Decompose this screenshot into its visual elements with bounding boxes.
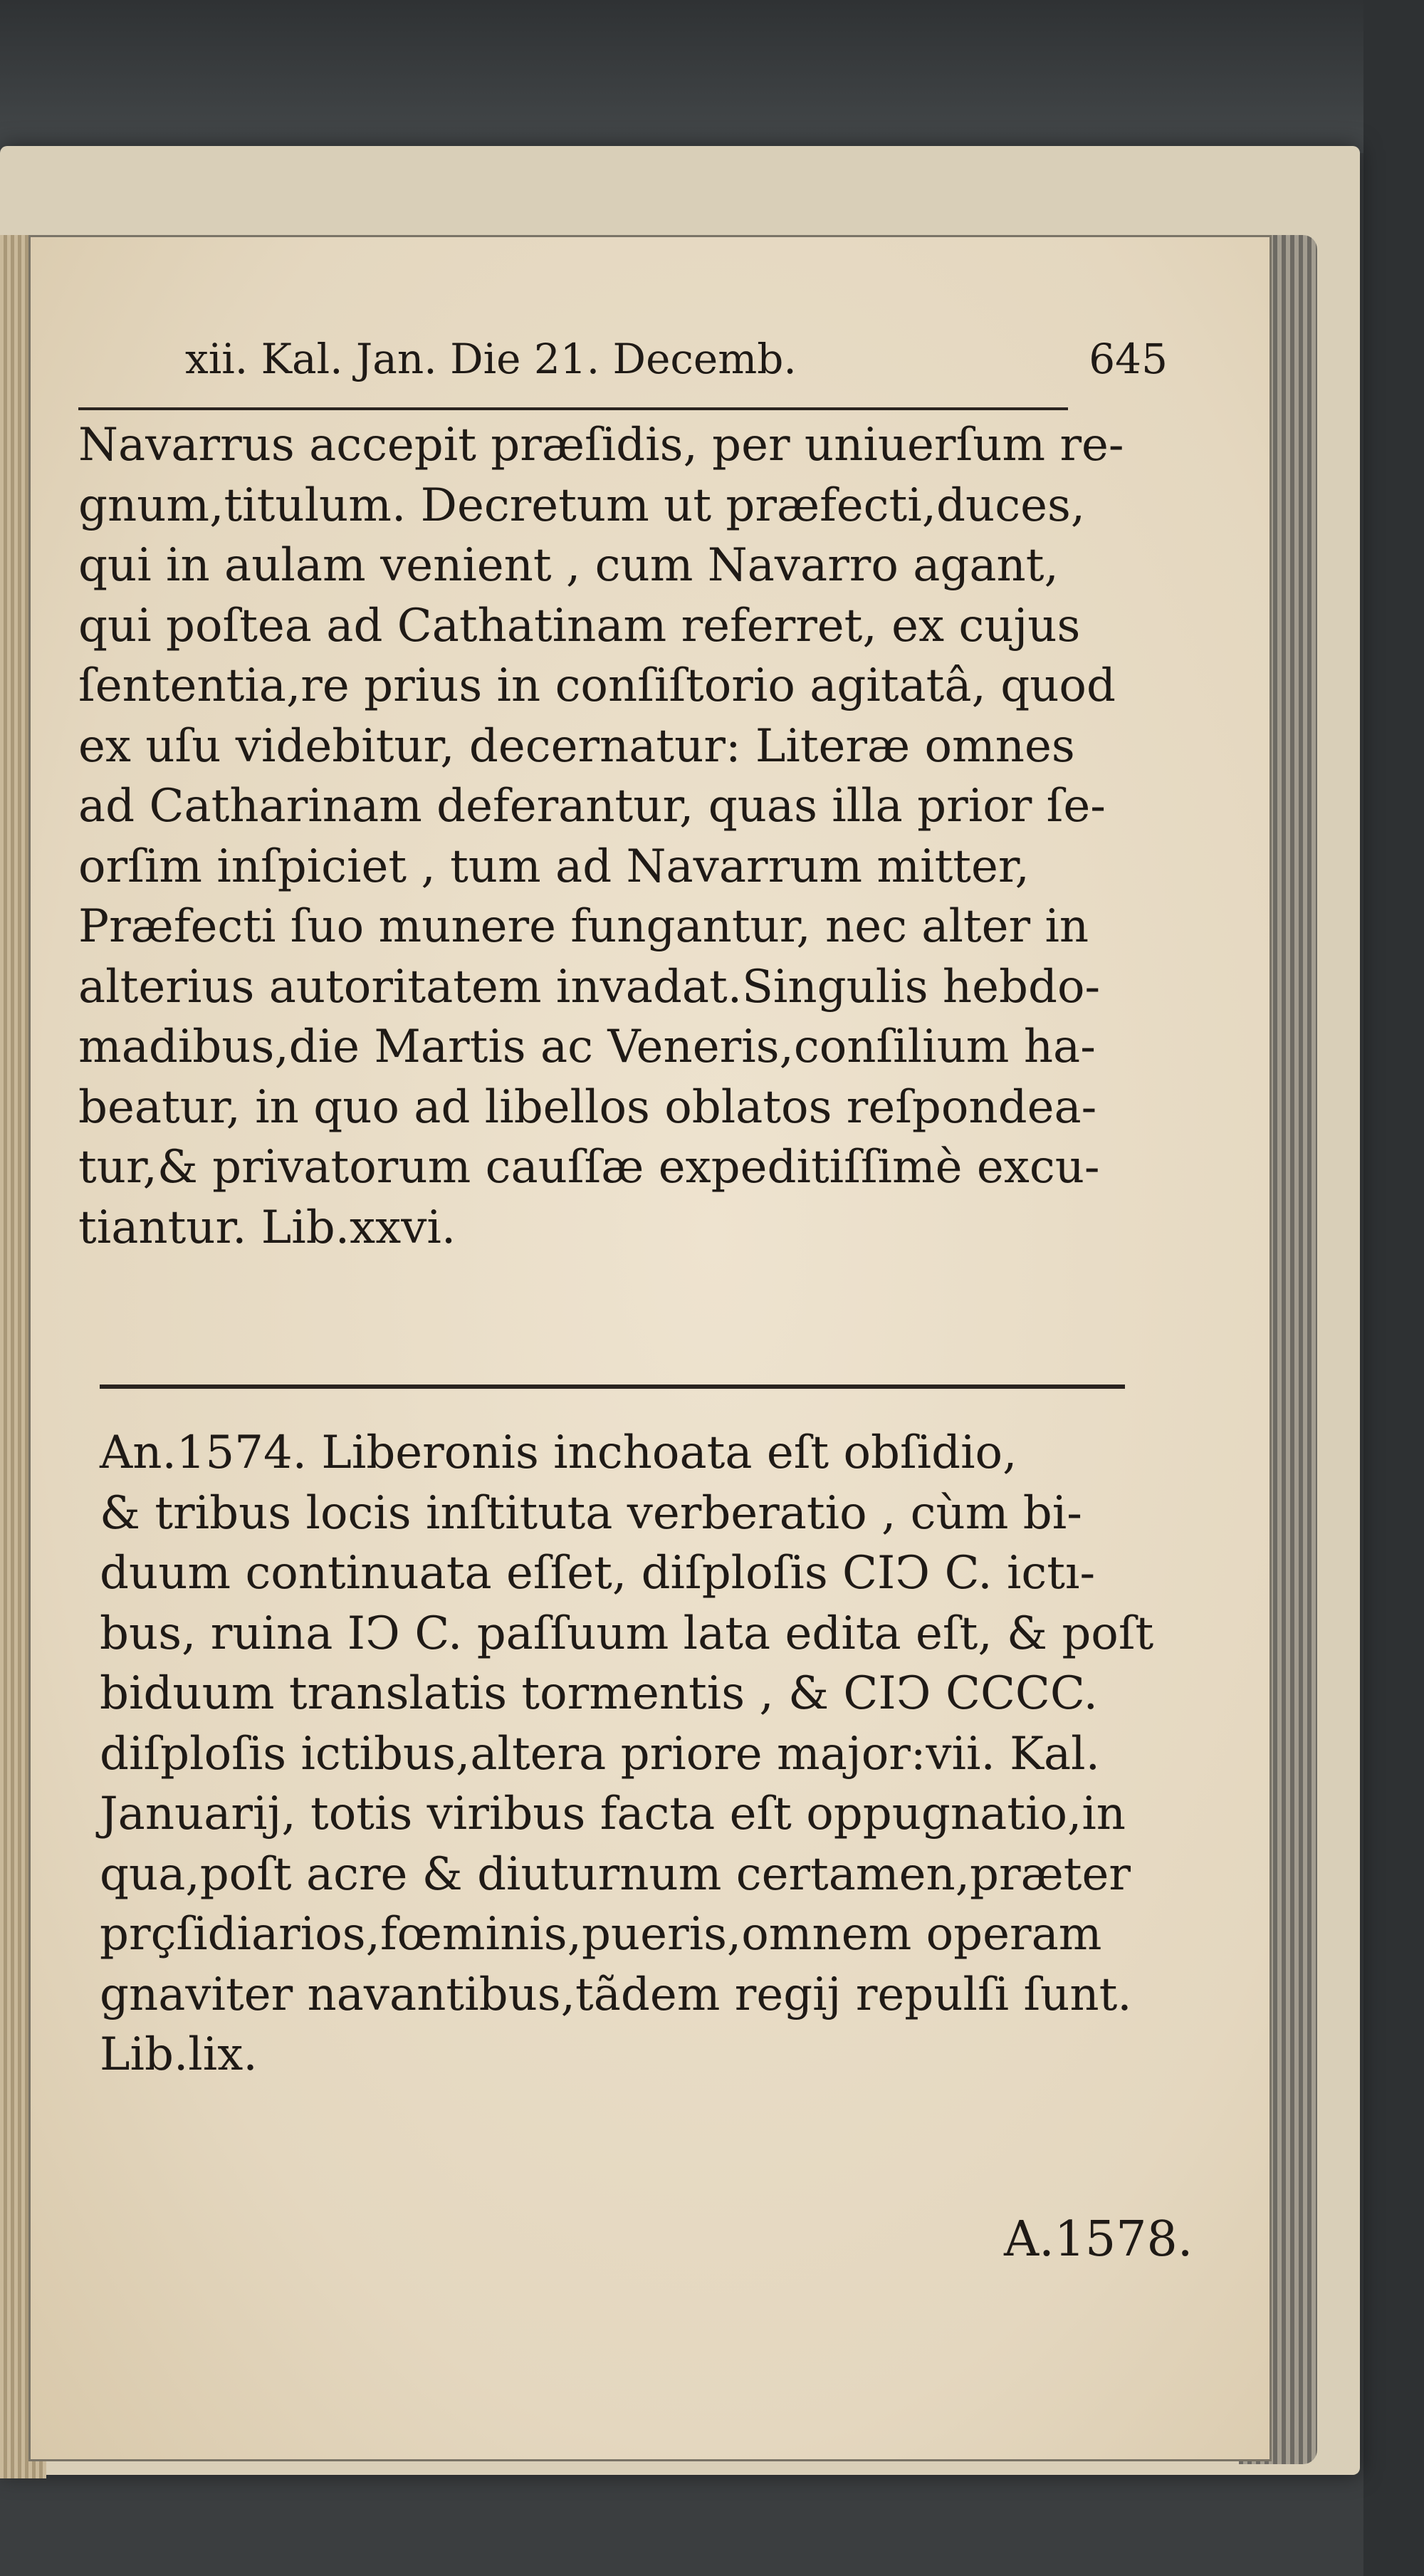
text-line: qua,poſt acre & diuturnum certamen,præter bbox=[100, 1847, 1131, 1901]
text-line: qui poſtea ad Cathatinam referret, ex cujus bbox=[78, 599, 1081, 652]
text-line: madibus,die Martis ac Veneris,conſilium ha- bbox=[78, 1021, 1096, 1073]
running-header bbox=[185, 335, 1168, 392]
text-line: duum continuata eſſet, diſploſis CIↃ C. ictı- bbox=[100, 1547, 1096, 1600]
text-line: ſententia,re prius in conſiſtorio agitatâ, quod bbox=[78, 659, 1116, 712]
text-line: Navarrus accepit præſidis, per uniuerſum re- bbox=[78, 419, 1124, 471]
paragraph-1 bbox=[78, 415, 1124, 1258]
text-line: ex uſu videbitur, decernatur: Literæ omnes bbox=[78, 719, 1075, 773]
text-line: qui in aulam venient , cum Navarro agant, bbox=[78, 539, 1059, 592]
text-line: gnaviter navantibus,tãdem regij repulſi ſunt. bbox=[100, 1968, 1132, 2021]
text-line: beatur, in quo ad libellos oblatos reſpondea- bbox=[78, 1080, 1097, 1134]
backdrop-top bbox=[0, 0, 1424, 153]
text-line: gnum,titulum. Decretum ut præfecti,duces, bbox=[78, 479, 1086, 532]
text-line: orſim inſpiciet , tum ad Navarrum mitter, bbox=[78, 840, 1030, 893]
text-line: Lib.lix. bbox=[100, 2028, 258, 2081]
text-line: Præfecti ſuo munere fungantur, nec alter in bbox=[78, 900, 1089, 953]
section-divider bbox=[100, 1385, 1125, 1389]
text-line: prçſidiarios,fœminis,pueris,omnem operam bbox=[100, 1908, 1102, 1961]
text-line: diſploſis ictibus,altera priore major:vii. Kal. bbox=[100, 1727, 1100, 1780]
backdrop-right bbox=[1363, 0, 1424, 2576]
page-number: 645 bbox=[1089, 335, 1168, 383]
header-title: xii. Kal. Jan. Die 21. Decemb. bbox=[185, 335, 797, 383]
paragraph-2 bbox=[100, 1423, 1153, 2085]
text-line: Januarij, totis viribus facta eſt oppugnatio,in bbox=[100, 1788, 1126, 1840]
text-line: biduum translatis tormentis , & CIↃ CCCC. bbox=[100, 1667, 1098, 1720]
catchword: A.1578. bbox=[1004, 2211, 1193, 2268]
text-line: bus, ruina IↃ C. paſſuum lata edita eſt, & poſt bbox=[100, 1607, 1154, 1660]
text-line: alterius autoritatem invadat.Singulis hebdo- bbox=[78, 960, 1101, 1013]
text-line: & tribus locis inſtituta verberatio , cùm bi- bbox=[100, 1486, 1082, 1540]
text-line: tiantur. Lib.xxvi. bbox=[78, 1201, 456, 1254]
text-line: tur,& privatorum cauſſæ expeditiſſimè excu- bbox=[78, 1141, 1100, 1194]
text-line: An.1574. Liberonis inchoata eſt obſidio, bbox=[100, 1427, 1017, 1479]
text-line: ad Catharinam deferantur, quas illa prior ſe- bbox=[78, 780, 1106, 833]
header-rule bbox=[78, 407, 1068, 410]
